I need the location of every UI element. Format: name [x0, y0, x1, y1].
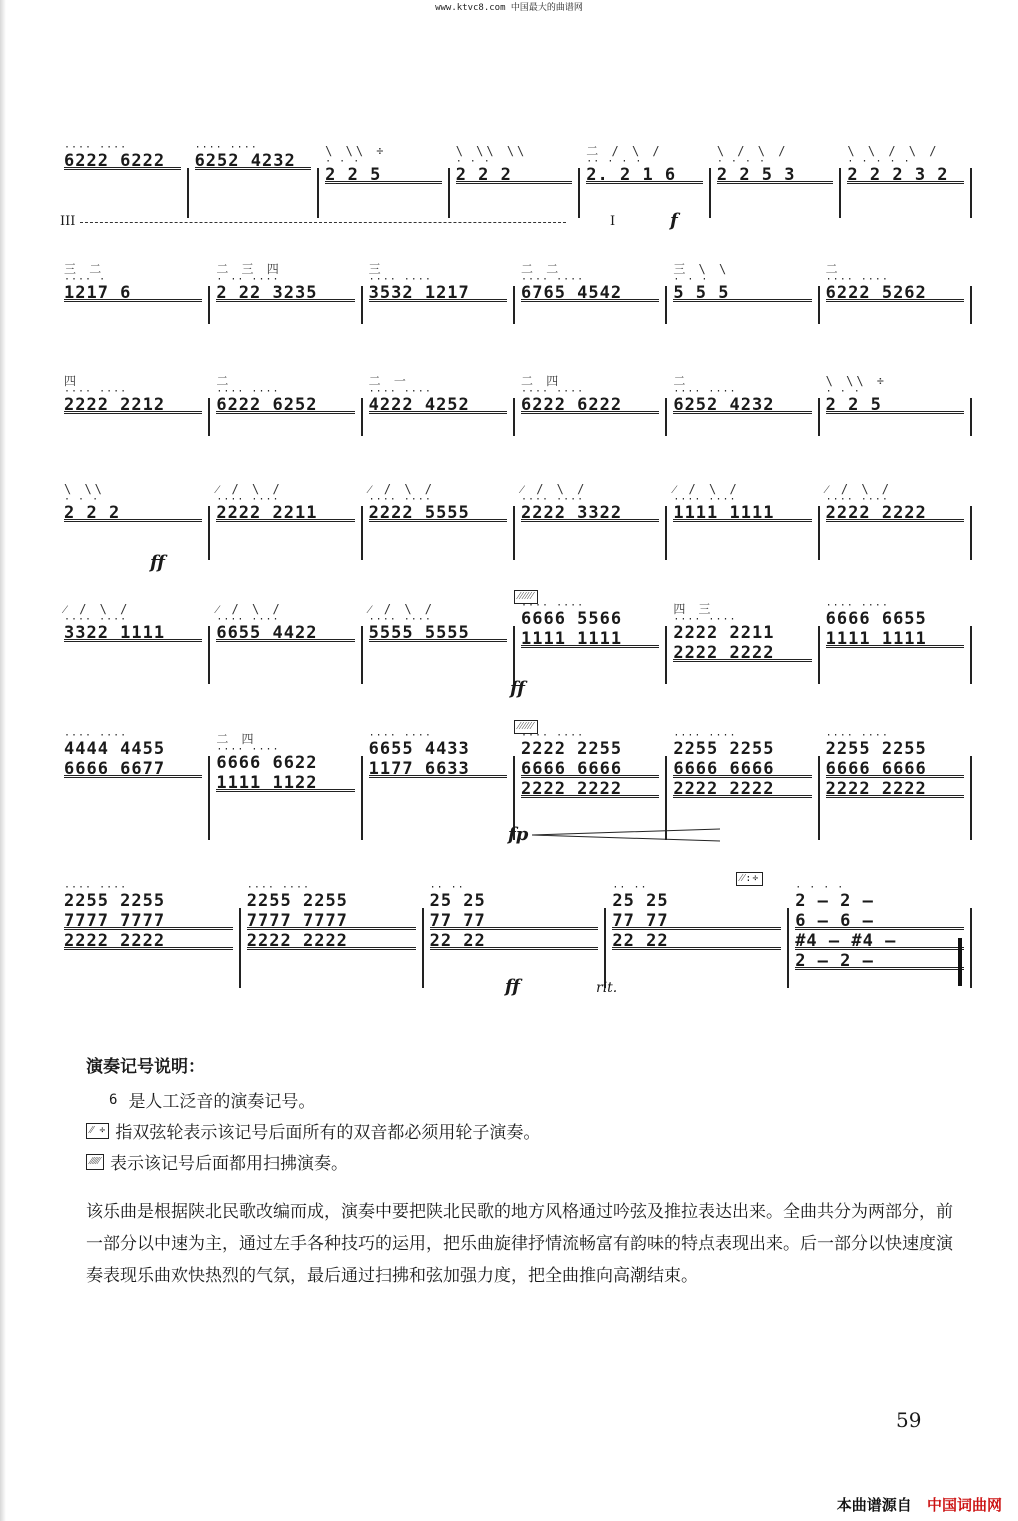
octave-dots: ···· ···· [368, 274, 432, 285]
octave-dots: ···· · [64, 274, 107, 285]
note-group: 3322 1111 [64, 623, 204, 643]
note-group: 1177 6633 [369, 759, 509, 779]
barline [208, 286, 210, 324]
note-group: 5555 5555 [369, 623, 509, 643]
note-group: 2 2 2 3 2 [847, 165, 966, 185]
octave-dots: ···· ···· [521, 274, 585, 285]
note-group: 2222 2222 [673, 643, 813, 663]
octave-dots: ···· ···· [521, 386, 585, 397]
octave-dots: · · · [673, 274, 709, 285]
note-group: 77 77 [430, 911, 601, 931]
fingering-mark: \ \\ \\ [455, 144, 528, 158]
score-measure [847, 144, 966, 185]
string-extension-line [80, 222, 566, 223]
legend-text: 指双弦轮表示该记号后面所有的双音都必须用轮子演奏。 [115, 1123, 541, 1143]
technique-box: ⁄⁄⁄⁄⁄⁄ [514, 720, 538, 734]
score-row [0, 370, 1018, 454]
string-label: III [60, 214, 76, 229]
note-group: 1111 1122 [216, 773, 356, 793]
score-row [0, 721, 1018, 858]
note-group: 4222 4252 [369, 395, 509, 415]
note-group: 6765 4542 [521, 283, 661, 303]
octave-dots: ···· ···· [64, 142, 128, 153]
barline [208, 398, 210, 436]
barline [448, 168, 450, 218]
note-group-upper: 25 25 [429, 891, 486, 911]
barline [970, 626, 972, 684]
note-group: 2 2 5 [325, 165, 444, 185]
note-group: 2 2 2 [64, 503, 204, 523]
final-barline [958, 938, 962, 986]
barline [709, 168, 711, 218]
octave-dots: ···· ···· [368, 386, 432, 397]
note-group: 2222 2222 [826, 779, 966, 799]
note-group: 7777 7777 [247, 911, 418, 931]
barline [361, 756, 363, 840]
note-group: #4 – #4 – [795, 931, 966, 951]
note-group: 6222 5262 [826, 283, 966, 303]
score-measure [826, 732, 966, 799]
note-group-upper: 2255 2255 [825, 739, 927, 759]
score-row [0, 258, 1018, 342]
fingering-mark: 二 四 [521, 374, 562, 388]
barline [578, 168, 580, 218]
note-group: 2222 2222 [826, 503, 966, 523]
fingering-mark: 二 [673, 374, 689, 388]
barline [665, 398, 667, 436]
fingering-mark: 二 四 [216, 732, 257, 746]
score-measure [826, 482, 966, 523]
fingering-mark: ⁄ / \ / [216, 482, 283, 496]
fingering-mark: ⁄ / \ / [368, 602, 436, 616]
score-measure [64, 262, 204, 303]
legend [86, 1052, 946, 1180]
note-group-upper: 6666 6655 [825, 609, 927, 629]
note-group-upper: 4444 4455 [64, 739, 166, 759]
score-measure [456, 144, 575, 185]
score-measure [673, 482, 813, 523]
note-group: 2222 3322 [521, 503, 661, 523]
score-measure [216, 374, 356, 415]
note-group: 3532 1217 [369, 283, 509, 303]
note-group: 2 2 5 3 [717, 165, 836, 185]
fingering-mark: 四 [64, 374, 80, 388]
barline [422, 908, 424, 988]
note-group: 1111 1111 [826, 629, 966, 649]
octave-dots: ···· ···· [825, 494, 889, 505]
score-measure [369, 602, 509, 643]
note-group: 5 5 5 [673, 283, 813, 303]
octave-dots: ···· ···· [64, 730, 128, 741]
fingering-mark: 三 [368, 262, 384, 276]
octave-dots: ···· ···· [216, 744, 280, 755]
score-measure [673, 732, 813, 799]
footer-source-label: 本曲谱源自 [836, 1496, 912, 1514]
octave-dots: · ·· ···· [216, 274, 280, 285]
string-label: I [610, 214, 616, 229]
score-measure [369, 374, 509, 415]
harmonic-symbol-icon: 6 [109, 1091, 118, 1108]
fingering-mark: ⁄ / \ / [825, 482, 893, 496]
octave-dots: ···· ···· [673, 730, 737, 741]
note-group: 2 22 3235 [216, 283, 356, 303]
fingering-mark: ⁄ / \ / [673, 482, 740, 496]
fingering-mark: ⁄ / \ / [368, 482, 436, 496]
footer-brand: 中国词曲网 [926, 1496, 1002, 1514]
octave-dots: ···· ···· [825, 600, 889, 611]
dynamic-marking: ff [510, 678, 525, 699]
fingering-mark: 二 一 [368, 374, 409, 388]
note-group: 2222 2222 [247, 931, 418, 951]
barline [239, 908, 241, 988]
note-group-upper: 2255 2255 [246, 891, 348, 911]
score-measure [586, 144, 705, 185]
score-measure [521, 482, 661, 523]
score-measure [247, 884, 418, 951]
barline [818, 286, 820, 324]
note-group: 1217 6 [64, 283, 204, 303]
barline [187, 168, 189, 218]
octave-dots: ···· ···· [673, 494, 737, 505]
note-group-upper: 2 – 2 – [795, 891, 874, 911]
score-measure [369, 482, 509, 523]
score-measure [673, 602, 813, 663]
fingering-mark: \ \ / \ / [847, 144, 940, 158]
top-banner: www.ktvc8.com 中国最大的曲谱网 [435, 3, 583, 13]
fingering-mark: \ \\ ÷ [825, 374, 888, 388]
legend-text: 是人工泛音的演奏记号。 [128, 1092, 316, 1112]
score-measure [64, 482, 204, 523]
fingering-mark: 四 三 [673, 602, 714, 616]
octave-dots: ···· ···· [246, 882, 310, 893]
fingering-mark: \ \\ ÷ [325, 144, 387, 158]
octave-dots: ···· ···· [673, 614, 737, 625]
barline [818, 756, 820, 840]
score-measure [216, 482, 356, 523]
octave-dots: ···· ···· [64, 386, 128, 397]
dynamic-marking: rit. [596, 980, 618, 996]
score-measure [369, 732, 509, 779]
octave-dots: ···· ···· [216, 614, 280, 625]
octave-dots: · · · · [795, 882, 845, 893]
barline [665, 506, 667, 560]
note-group: 6666 6666 [673, 759, 813, 779]
octave-dots: ···· ···· [521, 494, 585, 505]
octave-dots: ···· ···· [368, 494, 432, 505]
note-group: 6222 6252 [216, 395, 356, 415]
legend-item-sweep [86, 1149, 946, 1174]
octave-dots: · · · · · [847, 156, 911, 167]
dynamic-marking: ff [505, 976, 520, 997]
score-measure [325, 144, 444, 185]
score-measure [64, 732, 204, 779]
barline [361, 626, 363, 684]
note-group: 2 2 5 [826, 395, 966, 415]
double-string-roll-icon: ⁄⁄ ÷ [86, 1123, 109, 1139]
octave-dots: ···· ···· [194, 142, 258, 153]
legend-item-double-string [86, 1118, 946, 1143]
note-group: 6666 6666 [826, 759, 966, 779]
octave-dots: · · · [825, 386, 861, 397]
note-group: 2222 5555 [369, 503, 509, 523]
legend-text: 表示该记号后面都用扫拂演奏。 [110, 1154, 349, 1174]
score-measure [521, 374, 661, 415]
dynamic-marking: f [670, 210, 678, 231]
barline [208, 506, 210, 560]
score-measure [216, 732, 356, 793]
note-group: 1111 1111 [521, 629, 661, 649]
note-group: 6252 4232 [673, 395, 813, 415]
page-number: 59 [896, 1408, 922, 1432]
barline [513, 286, 515, 324]
score-measure [717, 144, 836, 185]
barline [513, 398, 515, 436]
octave-dots: ···· ···· [216, 386, 280, 397]
fingering-mark: 三 二 [64, 262, 105, 276]
legend-title: 演奏记号说明： [86, 1057, 205, 1077]
barline [970, 506, 972, 560]
score-measure [521, 602, 661, 649]
score-measure [673, 262, 813, 303]
note-group-upper: 6666 5566 [521, 609, 623, 629]
barline [361, 398, 363, 436]
note-group: 6666 6666 [521, 759, 661, 779]
note-group-upper: 25 25 [612, 891, 669, 911]
note-group: 2222 2222 [673, 779, 813, 799]
technique-box: ⁄⁄⁄⁄⁄⁄ [514, 590, 538, 604]
octave-dots: ···· ···· [673, 386, 737, 397]
fingering-mark: 二 / \ / [586, 144, 663, 158]
score-measure [64, 374, 204, 415]
octave-dots: · · · [325, 156, 361, 167]
barline [604, 908, 606, 988]
barline [787, 908, 789, 988]
barline [208, 756, 210, 840]
dynamic-marking: fp [508, 824, 529, 845]
octave-dots: ···· ···· [825, 730, 889, 741]
fingering-mark: 二 [216, 374, 232, 388]
note-group: 2 – 2 – [795, 951, 966, 971]
fingering-mark: 二 三 四 [216, 262, 282, 276]
score-measure [795, 884, 966, 971]
barline [513, 506, 515, 560]
footer-credit [837, 1494, 1002, 1515]
technique-box: ⁄⁄:÷ [736, 872, 763, 886]
score-measure [64, 884, 235, 951]
fingering-mark: \ \\ [64, 482, 105, 496]
note-group: 2222 2212 [64, 395, 204, 415]
octave-dots: · · · · [716, 156, 766, 167]
note-group-upper: 6666 6622 [216, 753, 318, 773]
barline [839, 168, 841, 218]
score-measure [612, 884, 783, 951]
note-group: 7777 7777 [64, 911, 235, 931]
barline [665, 286, 667, 324]
score-row [0, 873, 1018, 1006]
fingering-mark: ⁄ / \ / [64, 602, 131, 616]
octave-dots: ···· ···· [825, 274, 889, 285]
note-group: 1111 1111 [673, 503, 813, 523]
fingering-mark: ⁄ / \ / [216, 602, 283, 616]
barline [208, 626, 210, 684]
note-group: 2 2 2 [456, 165, 575, 185]
score-measure [216, 602, 356, 643]
note-group-upper: 2222 2255 [521, 739, 623, 759]
octave-dots: ···· ···· [64, 614, 128, 625]
barline [970, 756, 972, 840]
score-measure [369, 262, 509, 303]
barline [970, 908, 972, 988]
description-paragraph: 该乐曲是根据陕北民歌改编而成，演奏中要把陕北民歌的地方风格通过吟弦及推拉表达出来。全曲共分为两部分，前一部分以中速为主，通过左手各种技巧的运用，把乐曲旋律抒情流畅富有韵味的特点表现出来。后一部分以快速度演奏表现乐曲欢快热烈的气氛，最后通过扫拂和弦加强力度，把全曲推向高潮结束。 [86, 1202, 953, 1286]
note-group-upper: 2222 2211 [673, 623, 775, 643]
score-measure [826, 602, 966, 649]
score-measure [521, 262, 661, 303]
note-group: 6 – 6 – [795, 911, 966, 931]
octave-dots: ·· · · · [586, 156, 643, 167]
note-group: 22 22 [430, 931, 601, 951]
octave-dots: ···· ···· [521, 730, 585, 741]
note-group: 2222 2222 [521, 779, 661, 799]
score-measure [64, 144, 183, 171]
note-group: 77 77 [612, 911, 783, 931]
barline [818, 398, 820, 436]
dynamic-marking: ff [150, 552, 165, 573]
note-group: 6666 6677 [64, 759, 204, 779]
score-measure [195, 144, 314, 171]
note-group: 6252 4232 [195, 151, 314, 171]
score-measure [521, 732, 661, 799]
score-measure [673, 374, 813, 415]
octave-dots: ···· ···· [368, 730, 432, 741]
octave-dots: · · · [64, 494, 100, 505]
fingering-mark: 三 \ \ [673, 262, 730, 276]
fingering-mark: \ / \ / [716, 144, 789, 158]
barline [317, 168, 319, 218]
octave-dots: ···· ···· [521, 600, 585, 611]
octave-dots: ·· ·· [429, 882, 465, 893]
score-row [0, 591, 1018, 702]
note-group: 6655 4422 [216, 623, 356, 643]
barline [361, 506, 363, 560]
octave-dots: ···· ···· [216, 494, 280, 505]
note-group: 2222 2222 [64, 931, 235, 951]
fingering-mark: ⁄ / \ / [521, 482, 588, 496]
note-group: 22 22 [612, 931, 783, 951]
legend-item-harmonic [86, 1087, 946, 1112]
barline [818, 626, 820, 684]
score-measure [216, 262, 356, 303]
barline [818, 506, 820, 560]
score-row [0, 140, 1018, 236]
fingering-mark: 二 [825, 262, 841, 276]
barline [970, 398, 972, 436]
barline [665, 626, 667, 684]
note-group: 2222 2211 [216, 503, 356, 523]
note-group: 2. 2 1 6 [586, 165, 705, 185]
score-row [0, 478, 1018, 578]
octave-dots: · · · [455, 156, 491, 167]
score-measure [826, 374, 966, 415]
score-measure [64, 602, 204, 643]
crescendo-hairpin [532, 828, 722, 842]
fingering-mark: 二 二 [521, 262, 562, 276]
barline [361, 286, 363, 324]
note-group-upper: 2255 2255 [64, 891, 166, 911]
note-group: 6222 6222 [521, 395, 661, 415]
note-group-upper: 2255 2255 [673, 739, 775, 759]
barline [970, 168, 972, 218]
barline [970, 286, 972, 324]
note-group-upper: 6655 4433 [368, 739, 470, 759]
octave-dots: ···· ···· [368, 614, 432, 625]
score-measure [430, 884, 601, 951]
octave-dots: ·· ·· [612, 882, 648, 893]
score-measure [826, 262, 966, 303]
octave-dots: ···· ···· [64, 882, 128, 893]
sweep-strum-icon: ⁄⁄⁄⁄⁄⁄ [86, 1154, 104, 1170]
note-group: 6222 6222 [64, 151, 183, 171]
barline [513, 626, 515, 684]
